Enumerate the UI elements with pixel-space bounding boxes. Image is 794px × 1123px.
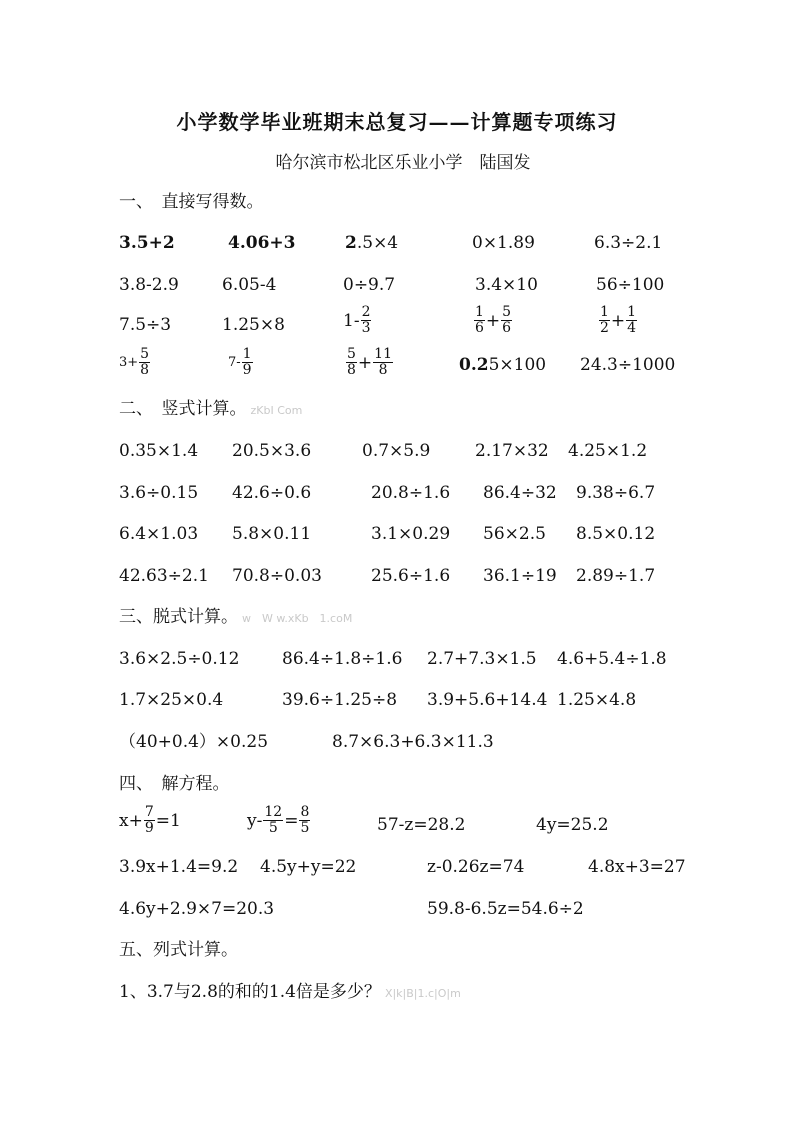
problem: 8.7×6.3+6.3×11.3 (332, 732, 494, 752)
problem: 3.6÷0.15 (119, 483, 199, 503)
fraction-problem (473, 305, 513, 336)
numerator: 1 (475, 304, 484, 320)
section-3-heading (119, 607, 352, 629)
operator: + (357, 352, 373, 373)
numerator: 1 (627, 304, 637, 320)
fraction (346, 347, 357, 378)
problem: 6.4×1.03 (119, 524, 199, 544)
watermark-text: zKbI Com (250, 404, 303, 417)
word-problem (119, 982, 461, 1004)
fraction (373, 347, 393, 378)
numerator: 11 (374, 346, 392, 362)
denominator: 5 (300, 820, 310, 836)
problem: 4.6+5.4÷1.8 (557, 649, 667, 669)
section-4-heading: 四、 解方程。 (119, 774, 230, 794)
fraction-problem (345, 347, 394, 378)
fraction (474, 305, 485, 336)
equation: 3.9x+1.4=9.2 (119, 857, 239, 877)
problem: 20.8÷1.6 (371, 483, 451, 503)
problem-part: 2 (345, 233, 357, 253)
fraction (263, 805, 283, 836)
numerator: 1 (600, 304, 609, 320)
numerator: 7 (144, 804, 154, 820)
problem: 3.9+5.6+14.4 (427, 690, 548, 710)
problem: 39.6÷1.25÷8 (282, 690, 398, 710)
problem-part: .5×4 (356, 233, 399, 253)
problem: 36.1÷19 (483, 566, 557, 586)
problem: 70.8÷0.03 (232, 566, 322, 586)
problem: 3.5+2 (119, 233, 175, 253)
fraction-prefix: 1- (343, 310, 360, 331)
equation: z-0.26z=74 (427, 857, 525, 877)
problem: 7.5÷3 (119, 315, 172, 335)
problem: 9.38÷6.7 (576, 483, 656, 503)
problem: 0.7×5.9 (362, 441, 431, 461)
problem: 42.6÷0.6 (232, 483, 312, 503)
problem: 3.8-2.9 (119, 275, 179, 295)
problem: 5.8×0.11 (232, 524, 312, 544)
equation-part: = (284, 810, 299, 831)
denominator: 4 (627, 320, 637, 336)
denominator: 5 (268, 820, 278, 836)
fraction-problem (598, 305, 638, 336)
problem: 86.4÷1.8÷1.6 (282, 649, 403, 669)
denominator: 3 (361, 320, 371, 336)
problem: 6.3÷2.1 (594, 233, 663, 253)
fraction (242, 347, 253, 378)
numerator: 5 (140, 346, 150, 362)
fraction-prefix: 7- (228, 354, 241, 370)
fraction-problem (343, 305, 372, 336)
problem: 1.7×25×0.4 (119, 690, 224, 710)
equation: 59.8-6.5z=54.6÷2 (427, 899, 584, 919)
denominator: 8 (378, 362, 388, 378)
page-title: 小学数学毕业班期末总复习——计算题专项练习 (176, 110, 618, 134)
fraction-problem (119, 347, 151, 378)
problem: 0÷9.7 (343, 275, 396, 295)
fraction (626, 305, 637, 336)
problem: 3.1×0.29 (371, 524, 451, 544)
numerator: 2 (361, 304, 371, 320)
numerator: 8 (300, 804, 310, 820)
problem: 8.5×0.12 (576, 524, 656, 544)
problem: 25.6÷1.6 (371, 566, 451, 586)
problem: 0×1.89 (472, 233, 535, 253)
numerator: 5 (347, 346, 356, 362)
problem: 1.25×8 (222, 315, 285, 335)
equation-part: x+ (119, 810, 143, 831)
problem: 1.25×4.8 (557, 690, 637, 710)
problem: 2.17×32 (475, 441, 549, 461)
denominator: 6 (502, 320, 512, 336)
equation (247, 805, 311, 836)
denominator: 8 (140, 362, 150, 378)
equation (119, 805, 181, 836)
problem-part: 0.2 (459, 355, 489, 375)
problem: 3.6×2.5÷0.12 (119, 649, 240, 669)
problem: 3.4×10 (475, 275, 538, 295)
operator: + (485, 310, 501, 331)
word-problem-text: 1、3.7与2.8的和的1.4倍是多少？ (119, 982, 381, 1002)
watermark-text: w W w.xKb 1.coM (242, 612, 353, 625)
section-1-heading: 一、 直接写得数。 (119, 192, 264, 212)
problem (459, 355, 546, 375)
problem (345, 233, 398, 253)
problem: 2.7+7.3×1.5 (427, 649, 537, 669)
fraction (139, 347, 150, 378)
denominator: 9 (242, 362, 252, 378)
equation-part: =1 (155, 810, 181, 831)
problem: 4.25×1.2 (568, 441, 648, 461)
problem: 56×2.5 (483, 524, 546, 544)
denominator: 6 (475, 320, 484, 336)
problem: 20.5×3.6 (232, 441, 312, 461)
numerator: 12 (264, 804, 283, 820)
problem: 0.35×1.4 (119, 441, 199, 461)
problem: （40+0.4）×0.25 (119, 732, 269, 752)
equation: 57-z=28.2 (377, 815, 466, 835)
fraction (299, 805, 310, 836)
denominator: 9 (144, 820, 154, 836)
watermark-text: X|k|B|1.c|O|m (384, 987, 461, 1000)
heading-text: 三、脱式计算。 (119, 607, 238, 627)
equation: 4.6y+2.9×7=20.3 (119, 899, 275, 919)
numerator: 1 (242, 346, 252, 362)
fraction-prefix: 3+ (119, 354, 139, 370)
fraction (144, 805, 155, 836)
operator: + (610, 310, 626, 331)
denominator: 2 (600, 320, 609, 336)
equation-part: y- (247, 810, 263, 831)
heading-text: 二、 竖式计算。 (119, 399, 247, 419)
problem: 86.4÷32 (483, 483, 557, 503)
problem: 2.89÷1.7 (576, 566, 656, 586)
problem: 6.05-4 (222, 275, 277, 295)
section-5-heading: 五、列式计算。 (119, 940, 238, 960)
problem: 56÷100 (596, 275, 665, 295)
numerator: 5 (502, 304, 512, 320)
author-line: 哈尔滨市松北区乐业小学 陆国发 (275, 153, 531, 173)
fraction (501, 305, 512, 336)
problem: 24.3÷1000 (580, 355, 676, 375)
fraction (599, 305, 610, 336)
fraction-problem (228, 347, 254, 378)
problem: 4.06+3 (228, 233, 296, 253)
section-2-heading (119, 399, 302, 421)
problem-part: 5×100 (488, 355, 547, 375)
denominator: 8 (347, 362, 356, 378)
equation: 4y=25.2 (536, 815, 609, 835)
equation: 4.5y+y=22 (260, 857, 357, 877)
problem: 42.63÷2.1 (119, 566, 209, 586)
fraction (361, 305, 372, 336)
equation: 4.8x+3=27 (588, 857, 686, 877)
